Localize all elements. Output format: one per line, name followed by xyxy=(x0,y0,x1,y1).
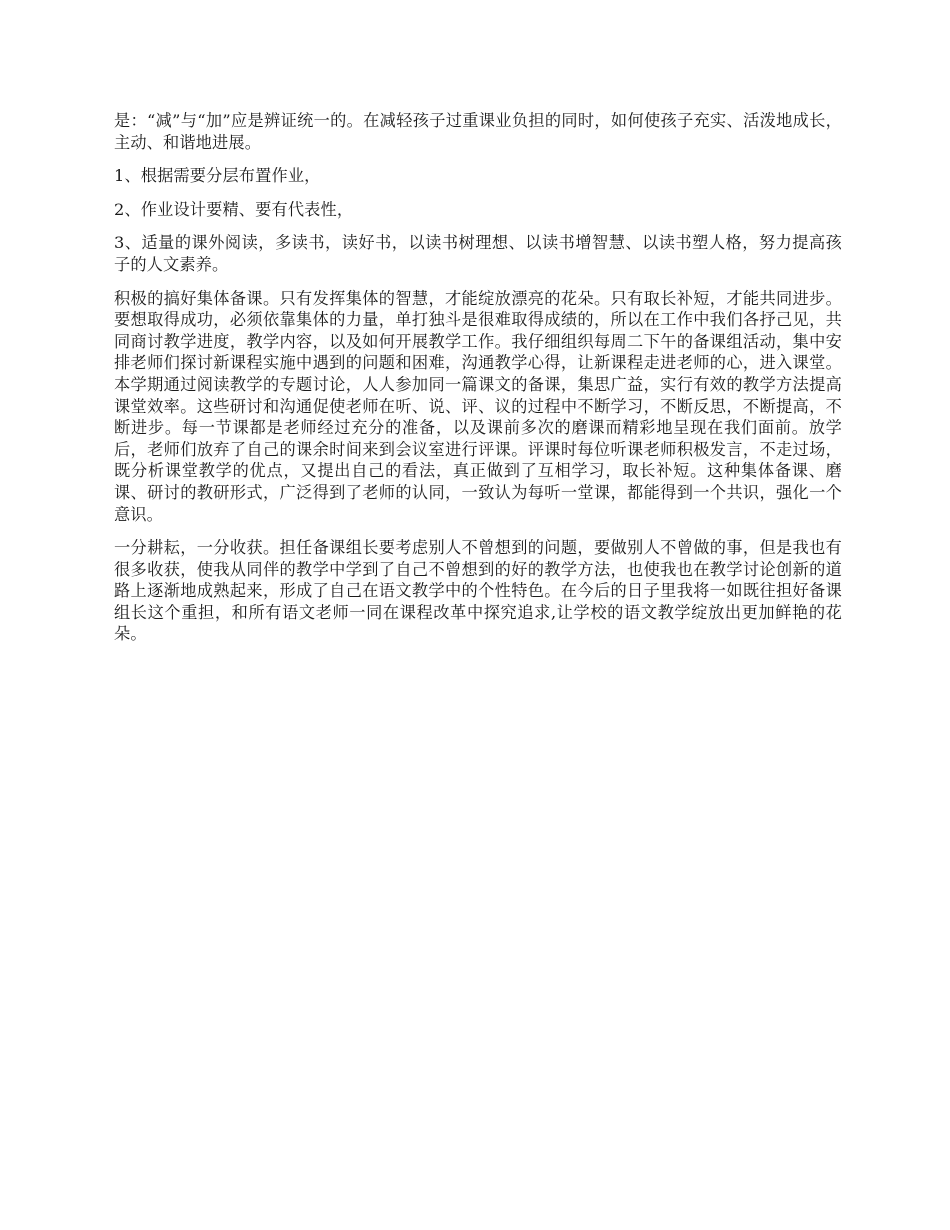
paragraph-intro: 是：“减”与“加”应是辨证统一的。在减轻孩子过重课业负担的同时，如何使孩子充实、活泼地成长，主动、和谐地进展。 xyxy=(114,111,842,152)
list-item-3: 3、适量的课外阅读，多读书，读好书，以读书树理想、以读书增智慧、以读书塑人格，努力提高孩子的人文素养。 xyxy=(114,233,842,274)
list-item-2: 2、作业设计要精、要有代表性， xyxy=(114,199,354,219)
document-body xyxy=(114,110,842,657)
list-item-1: 1、根据需要分层布置作业， xyxy=(114,166,321,186)
paragraph-conclusion: 一分耕耘，一分收获。担任备课组长要考虑别人不曾想到的问题，要做别人不曾做的事，但是我也有很多收获，使我从同伴的教学中学到了自己不曾想到的好的教学方法，也使我也在教学讨论创新的道路上逐渐地成熟起来，形成了自己在语文教学中的个性特色。在今后的日子里我将一如既往担好备课组长这个重担，和所有语文老师一同在课程改革中探究追求,让学校的语文教学绽放出更加鲜艳的花朵。 xyxy=(114,538,842,644)
paragraph-collective-lesson-prep: 积极的搞好集体备课。只有发挥集体的智慧，才能绽放漂亮的花朵。只有取长补短，才能共同进步。要想取得成功，必须依靠集体的力量，单打独斗是很难取得成绩的，所以在工作中我们各抒己见，共同商讨教学进度，教学内容，以及如何开展教学工作。我仔细组织每周二下午的备课组活动，集中安排老师们探讨新课程实施中遇到的问题和困难，沟通教学心得，让新课程走进老师的心，进入课堂。本学期通过阅读教学的专题讨论，人人参加同一篇课文的备课，集思广益，实行有效的教学方法提高课堂效率。这些研讨和沟通促使老师在听、说、评、议的过程中不断学习，不断反思，不断提高，不断进步。每一节课都是老师经过充分的准备，以及课前多次的磨课而精彩地呈现在我们面前。放学后，老师们放弃了自己的课余时间来到会议室进行评课。评课时每位听课老师积极发言，不走过场，既分析课堂教学的优点，又提出自己的看法，真正做到了互相学习，取长补短。这种集体备课、磨课、研讨的教研形式，广泛得到了老师的认同，一致认为每听一堂课，都能得到一个共识，强化一个意识。 xyxy=(114,288,842,524)
